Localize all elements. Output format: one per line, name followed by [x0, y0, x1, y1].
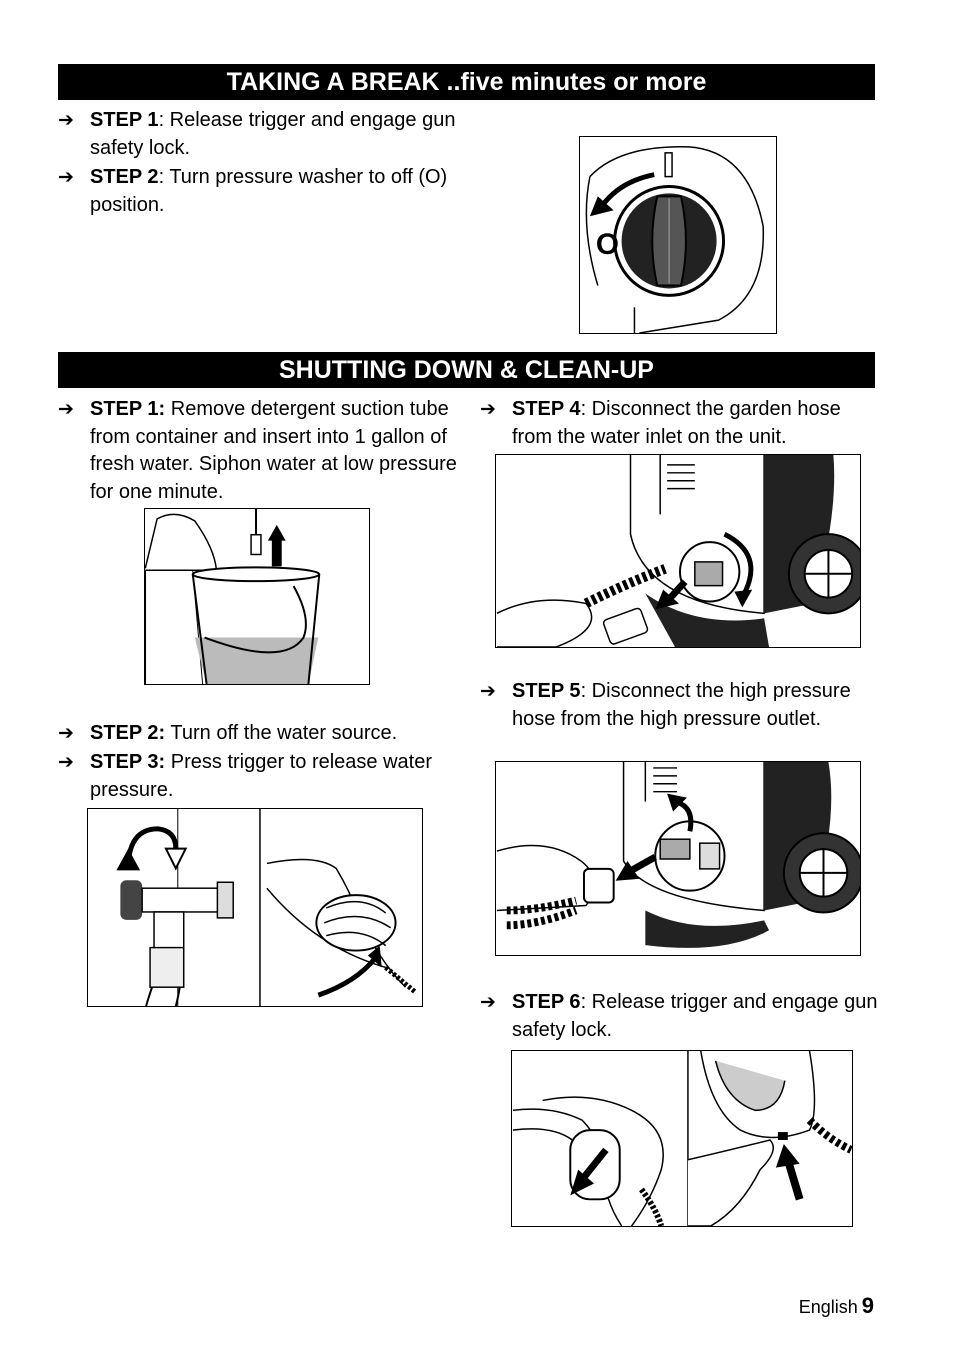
- step-label: STEP 3:: [90, 751, 166, 773]
- step-text: : Release trigger and engage gun safety lock.: [90, 109, 456, 159]
- right-arrow-icon: ➔: [58, 167, 74, 188]
- footer-language: English: [798, 1297, 858, 1317]
- figure-bucket-siphon: [144, 508, 370, 685]
- step-text: Remove detergent suction tube from container and insert into 1 gallon of fresh water. Siphon water at low pressure for one minute.: [90, 398, 457, 503]
- section-title-shutting-down: SHUTTING DOWN & CLEAN-UP: [58, 352, 875, 388]
- step-clean-1: [58, 396, 460, 506]
- figure-power-dial: [579, 136, 777, 334]
- figure-high-pressure-hose-disconnect: [495, 761, 861, 956]
- step-label: STEP 5: [512, 680, 581, 702]
- off-mark-label: O: [595, 227, 619, 261]
- step-text: Press trigger to release water pressure.: [90, 751, 432, 801]
- step-label: STEP 2:: [90, 722, 166, 744]
- step-text: : Disconnect the garden hose from the water inlet on the unit.: [512, 398, 841, 448]
- step-label: STEP 2: [90, 166, 159, 188]
- right-arrow-icon: ➔: [480, 992, 496, 1013]
- step-clean-2: [58, 720, 460, 748]
- on-mark-icon: [665, 153, 672, 177]
- step-label: STEP 6: [512, 991, 581, 1013]
- page-number: 9: [861, 1293, 874, 1318]
- step-label: STEP 1: [90, 109, 159, 131]
- right-arrow-icon: ➔: [58, 752, 74, 773]
- step-label: STEP 1:: [90, 398, 166, 420]
- step-text: : Release trigger and engage gun safety lock.: [512, 991, 878, 1041]
- right-arrow-icon: ➔: [480, 681, 496, 702]
- figure-gun-safety-lock: [511, 1050, 853, 1227]
- figure-faucet-and-trigger: [87, 808, 423, 1007]
- right-arrow-icon: ➔: [58, 399, 74, 420]
- figure-garden-hose-disconnect: [495, 454, 861, 648]
- step-label: STEP 4: [512, 398, 581, 420]
- step-clean-5: [480, 678, 882, 733]
- right-arrow-icon: ➔: [58, 110, 74, 131]
- step-break-1: [58, 107, 460, 162]
- step-clean-6: [480, 989, 882, 1044]
- right-arrow-icon: ➔: [58, 723, 74, 744]
- step-clean-4: [480, 396, 882, 451]
- step-text: : Disconnect the high pressure hose from the high pressure outlet.: [512, 680, 851, 730]
- step-text: Turn off the water source.: [165, 722, 398, 744]
- step-clean-3: [58, 749, 460, 804]
- page-footer: [799, 1293, 874, 1319]
- right-arrow-icon: ➔: [480, 399, 496, 420]
- step-break-2: [58, 164, 460, 219]
- step-text: : Turn pressure washer to off (O) position.: [90, 166, 448, 216]
- section-title-taking-a-break: TAKING A BREAK ..five minutes or more: [58, 64, 875, 100]
